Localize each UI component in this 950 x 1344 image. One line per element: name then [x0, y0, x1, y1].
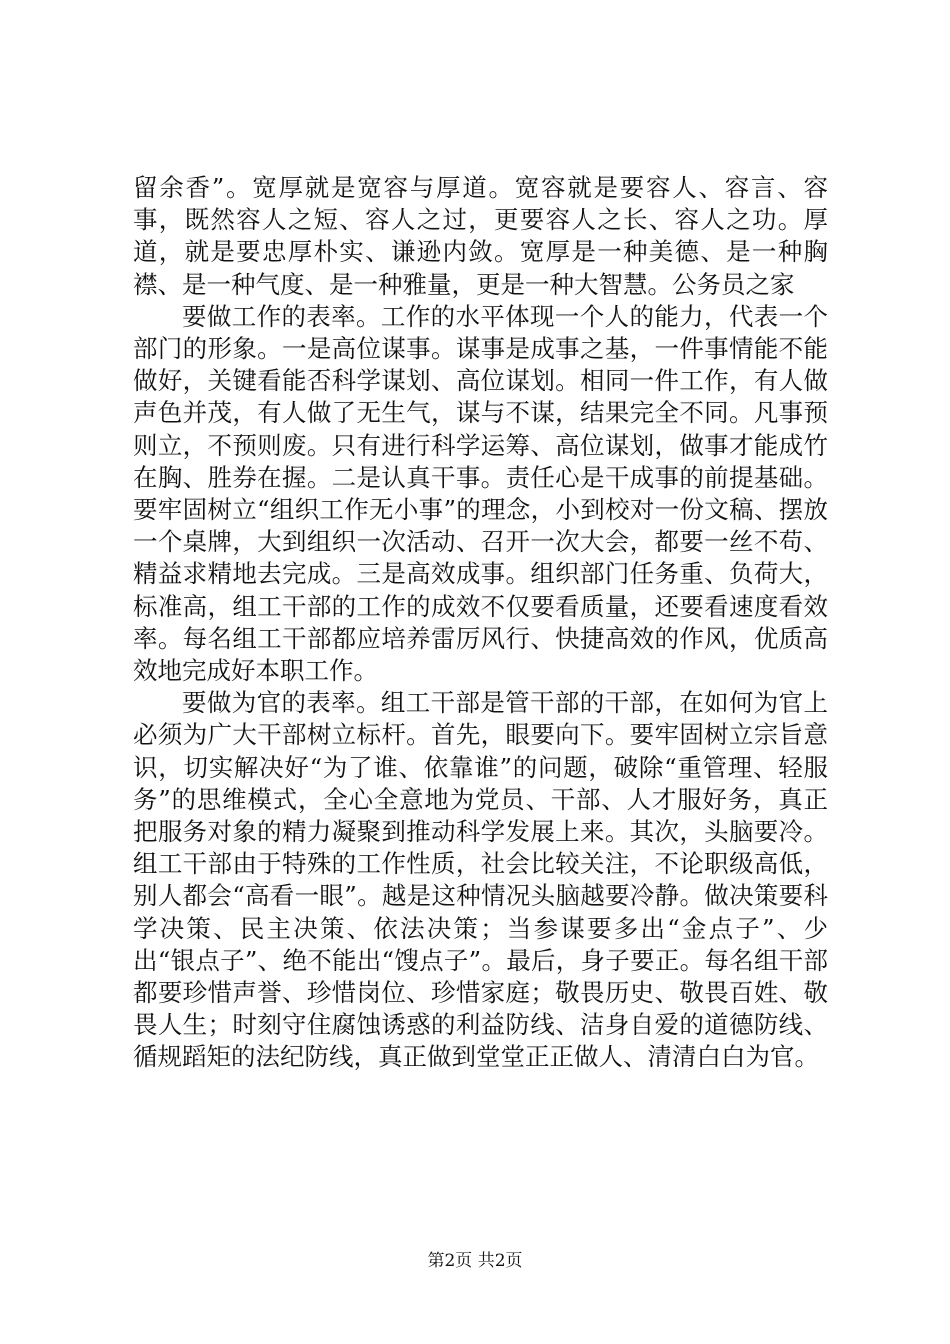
page-number-footer: 第2页 共2页	[427, 1251, 523, 1271]
paragraph-continuation: 留余香”。宽厚就是宽容与厚道。宽容就是要容人、容言、容事，既然容人之短、容人之过，更要容人之长、容人之功。厚道，就是要忠厚朴实、谦逊内敛。宽厚是一种美德、是一种胸襟、是一种气度、是一种雅量，更是一种大智慧。公务员之家	[133, 173, 828, 299]
paragraph-official-example: 要做为官的表率。组工干部是管干部的干部，在如何为官上必须为广大干部树立标杆。首先，眼要向下。要牢固树立宗旨意识，切实解决好“为了谁、依靠谁”的问题，破除“重管理、轻服务”的思维模式，全心全意地为党员、干部、人才服好务，真正把服务对象的精力凝聚到推动科学发展上来。其次，头脑要冷。组工干部由于特殊的工作性质，社会比较关注，不论职级高低，别人都会“高看一眼”。越是这种情况头脑越要冷静。做决策要科学决策、民主决策、依法决策；当参谋要多出“金点子”、少出“银点子”、绝不能出“馊点子”。最后，身子要正。每名组干部都要珍惜声誉、珍惜岗位、珍惜家庭；敬畏历史、敬畏百姓、敬畏人生；时刻守住腐蚀诱惑的利益防线、洁身自爱的道德防线、循规蹈矩的法纪防线，真正做到堂堂正正做人、清清白白为官。	[133, 688, 828, 1072]
document-body	[133, 172, 828, 1074]
paragraph-work-example: 要做工作的表率。工作的水平体现一个人的能力，代表一个部门的形象。一是高位谋事。谋事是成事之基，一件事情能不能做好，关键看能否科学谋划、高位谋划。相同一件工作，有人做声色并茂，有人做了无生气，谋与不谋，结果完全不同。凡事预则立，不预则废。只有进行科学运筹、高位谋划，做事才能成竹在胸、胜券在握。二是认真干事。责任心是干成事的前提基础。要牢固树立“组织工作无小事”的理念，小到校对一份文稿、摆放一个桌牌，大到组织一次活动、召开一次大会，都要一丝不苟、精益求精地去完成。三是高效成事。组织部门任务重、负荷大，标准高，组工干部的工作的成效不仅要看质量，还要看速度看效率。每名组工干部都应培养雷厉风行、快捷高效的作风，优质高效地完成好本职工作。	[133, 301, 828, 686]
